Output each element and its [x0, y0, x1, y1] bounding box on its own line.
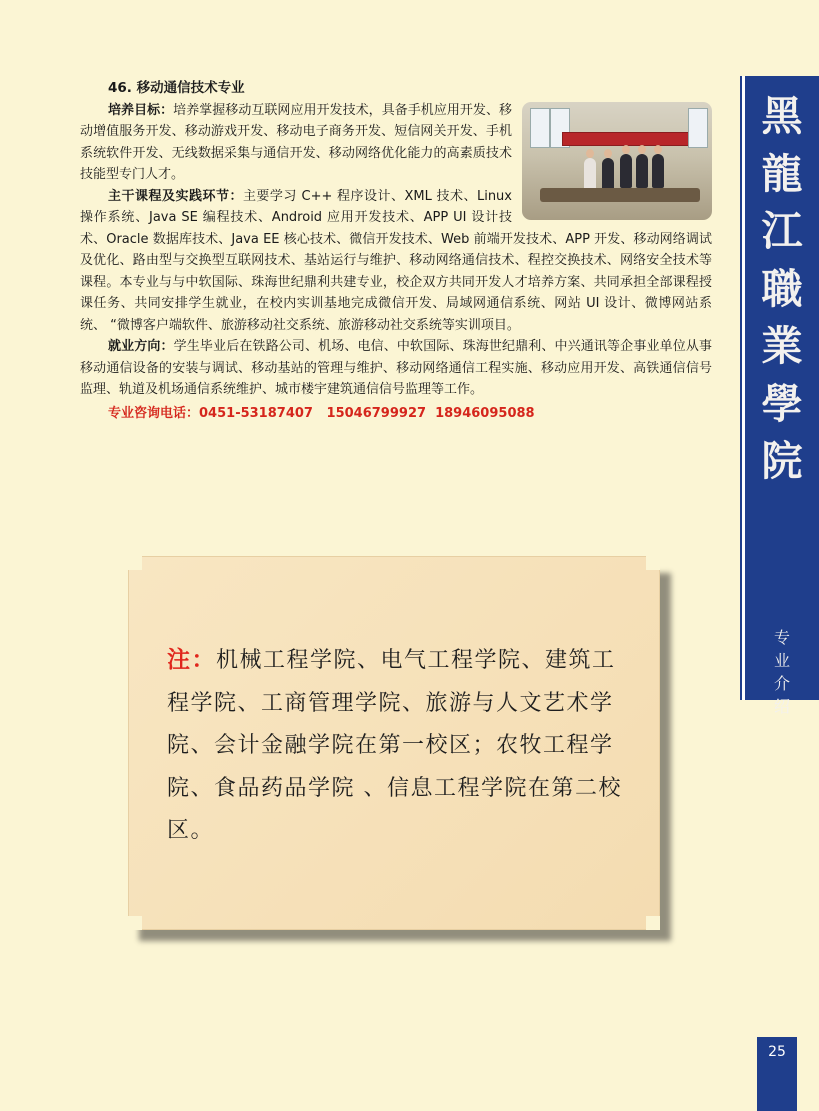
photo-person	[652, 154, 664, 188]
career-label: 就业方向：	[108, 339, 174, 354]
college-name-char: 業	[761, 322, 803, 370]
major-heading: 46. 移动通信技术专业	[108, 80, 245, 96]
photo-banner	[562, 132, 694, 146]
card-corner-notch	[646, 556, 660, 570]
section-label-char: 业	[773, 651, 790, 670]
college-name-char: 江	[761, 207, 803, 255]
training-goal-label: 培养目标：	[108, 102, 174, 118]
college-name-char: 黑	[761, 92, 803, 140]
college-name-char: 學	[761, 379, 803, 428]
consult-phone-numbers: 0451-53187407 15046799927 18946095088	[199, 405, 535, 421]
photo-window	[530, 108, 550, 148]
photo-person-head	[654, 145, 662, 154]
campus-note-text	[167, 639, 629, 853]
photo-person	[602, 158, 614, 192]
sidebar-banner	[742, 76, 819, 716]
section-label	[745, 626, 819, 718]
major-section	[80, 78, 712, 424]
photo-person	[620, 154, 632, 188]
card-corner-notch	[128, 556, 142, 570]
card-corner-notch	[128, 916, 142, 930]
campus-note-card	[128, 556, 660, 930]
career-direction	[80, 336, 712, 401]
photo-person-head	[638, 145, 646, 154]
college-name-char: 職	[761, 264, 803, 313]
career-text: 学生毕业后在铁路公司、机场、电信、中软国际、珠海世纪鼎利、中兴通讯等企事业单位从事移动通信设备的安装与调试、移动基站的管理与维护、移动网络通信工程实施、移动应用开发、高铁通信信号监理、轨道及机场通信系统维护、城市楼宇建筑通信信号监理等工作。	[80, 339, 712, 397]
consult-phone	[80, 403, 712, 425]
note-label: 注：	[167, 647, 216, 673]
college-name-char: 院	[761, 437, 803, 485]
courses-label: 主干课程及实践环节：	[108, 188, 243, 204]
page-number: 25	[757, 1037, 797, 1111]
photo-person-head	[622, 145, 630, 154]
consult-phone-label: 专业咨询电话：	[108, 405, 200, 421]
photo-table	[540, 188, 700, 202]
college-name-char: 龍	[761, 149, 803, 198]
photo-person-head	[586, 149, 594, 158]
photo-window	[688, 108, 708, 148]
section-label-char: 绍	[773, 697, 790, 716]
photo-person-head	[604, 149, 612, 158]
card-corner-notch	[646, 916, 660, 930]
photo-person	[636, 154, 648, 188]
college-name	[745, 88, 819, 491]
courses-text: 主要学习 C++ 程序设计、XML 技术、Linux 操作系统、Java SE 编程技术、Android 应用开发技术、APP UI 设计技术、Oracle 数据库技术、Java EE 核心技术、微信开发技术、Web 前端开发技术、APP 开发、移动网络调试及优化、路由型与交换型互联网技术、基站运行与维护、移动网络通信技术、程控交换技术、网络安全技术等课程。本专业与与中软国际、珠海世纪鼎利共建专业，校企双方共同开发人才培养方案、共同承担全部课程授课任务、共同安排学生就业，在校内实训基地完成微信开发、局域网通信系统、网站 UI 设计、微博网站系统、 “微博客户端软件、旅游移动社交系统、旅游移动社交系统等实训项目。	[80, 188, 712, 333]
section-label-char: 介	[773, 674, 790, 693]
training-goal-text: 培养掌握移动互联网应用开发技术，具备手机应用开发、移动增值服务开发、移动游戏开发、移动电子商务开发、短信网关开发、手机系统软件开发、无线数据采集与通信开发、移动网络优化能力的高素质技术技能型专门人才。	[80, 102, 512, 182]
note-body: 机械工程学院、电气工程学院、建筑工程学院、工商管理学院、旅游与人文艺术学院、会计金融学院在第一校区；农牧工程学院、食品药品学院 、信息工程学院在第二校区。	[167, 648, 622, 843]
signing-ceremony-photo	[522, 102, 712, 220]
section-label-char: 专	[773, 628, 790, 647]
photo-person	[584, 158, 596, 192]
